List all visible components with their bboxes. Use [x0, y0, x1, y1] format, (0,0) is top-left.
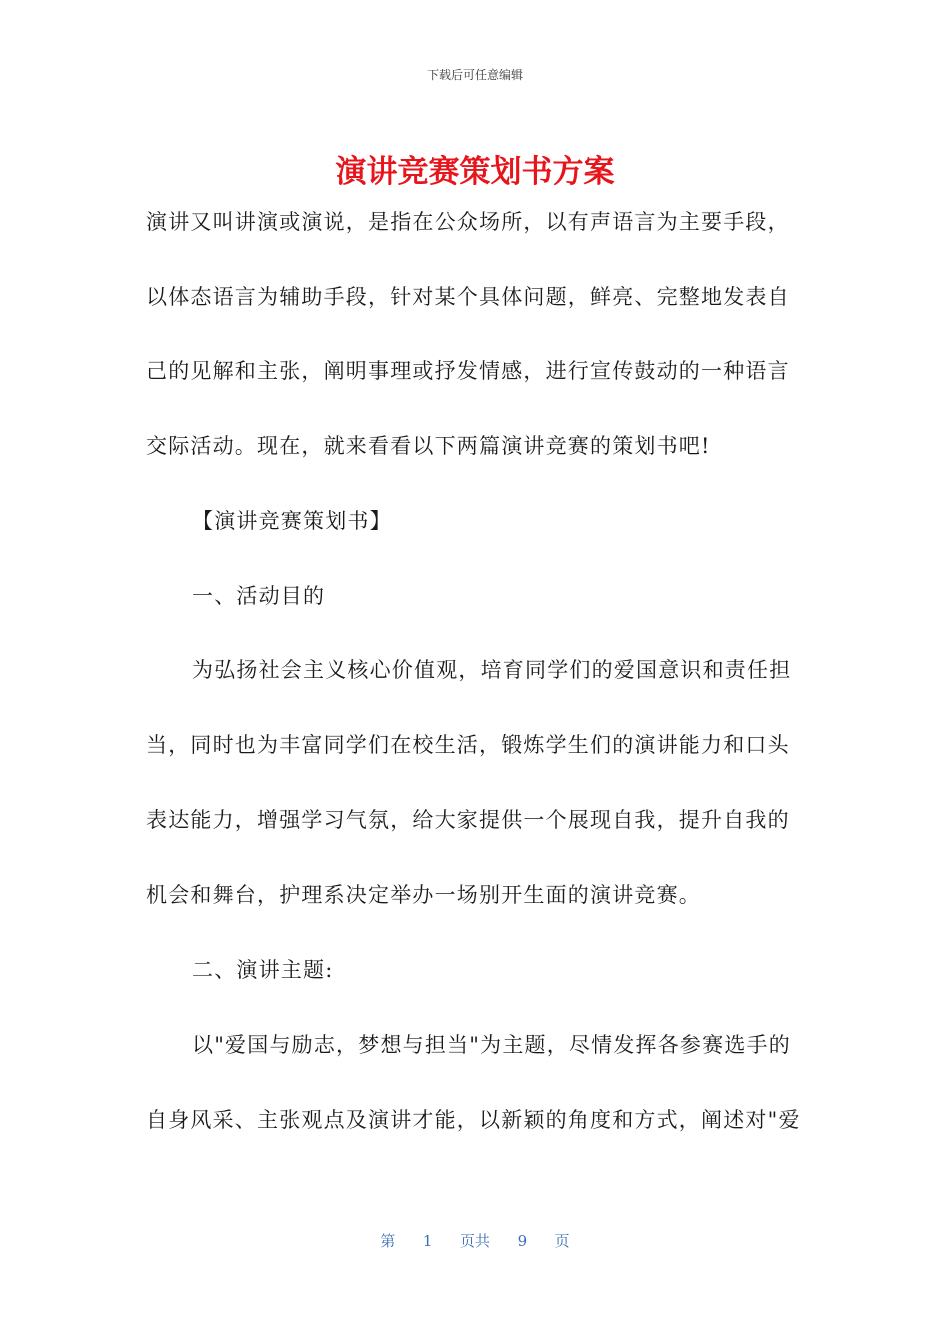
- paragraph-line: 以体态语言为辅助手段，针对某个具体问题，鲜亮、完整地发表自: [146, 285, 790, 309]
- footer-suffix: 页: [554, 1232, 570, 1250]
- paragraph-line: 演讲又叫讲演或演说，是指在公众场所，以有声语言为主要手段，: [146, 210, 790, 234]
- footer-prefix: 第: [380, 1232, 396, 1250]
- paragraph-line: 以"爱国与励志，梦想与担当"为主题，尽情发挥各参赛选手的: [192, 1033, 791, 1057]
- header-note: 下载后可任意编辑: [426, 68, 523, 82]
- section-heading: 二、演讲主题:: [192, 958, 334, 982]
- paragraph-line: 为弘扬社会主义核心价值观，培育同学们的爱国意识和责任担: [192, 658, 792, 682]
- document-title: 演讲竞赛策划书方案: [335, 154, 615, 190]
- paragraph-line: 自身风采、主张观点及演讲才能，以新颖的角度和方式，阐述对"爱: [146, 1108, 801, 1132]
- section-heading: 【演讲竞赛策划书】: [192, 509, 392, 533]
- footer-middle: 页共: [459, 1232, 490, 1250]
- paragraph-line: 机会和舞台，护理系决定举办一场别开生面的演讲竞赛。: [146, 883, 701, 907]
- total-page-number: 9: [517, 1232, 528, 1250]
- paragraph-line: 表达能力，增强学习气氛，给大家提供一个展现自我，提升自我的: [146, 808, 790, 832]
- paragraph-line: 交际活动。现在，就来看看以下两篇演讲竞赛的策划书吧!: [146, 434, 711, 458]
- paragraph-line: 己的见解和主张，阐明事理或抒发情感，进行宣传鼓动的一种语言: [146, 359, 790, 383]
- paragraph-line: 当，同时也为丰富同学们在校生活，锻炼学生们的演讲能力和口头: [146, 733, 790, 757]
- section-heading: 一、活动目的: [192, 584, 326, 608]
- page-number-footer: [0, 1230, 950, 1251]
- current-page-number: 1: [422, 1232, 433, 1250]
